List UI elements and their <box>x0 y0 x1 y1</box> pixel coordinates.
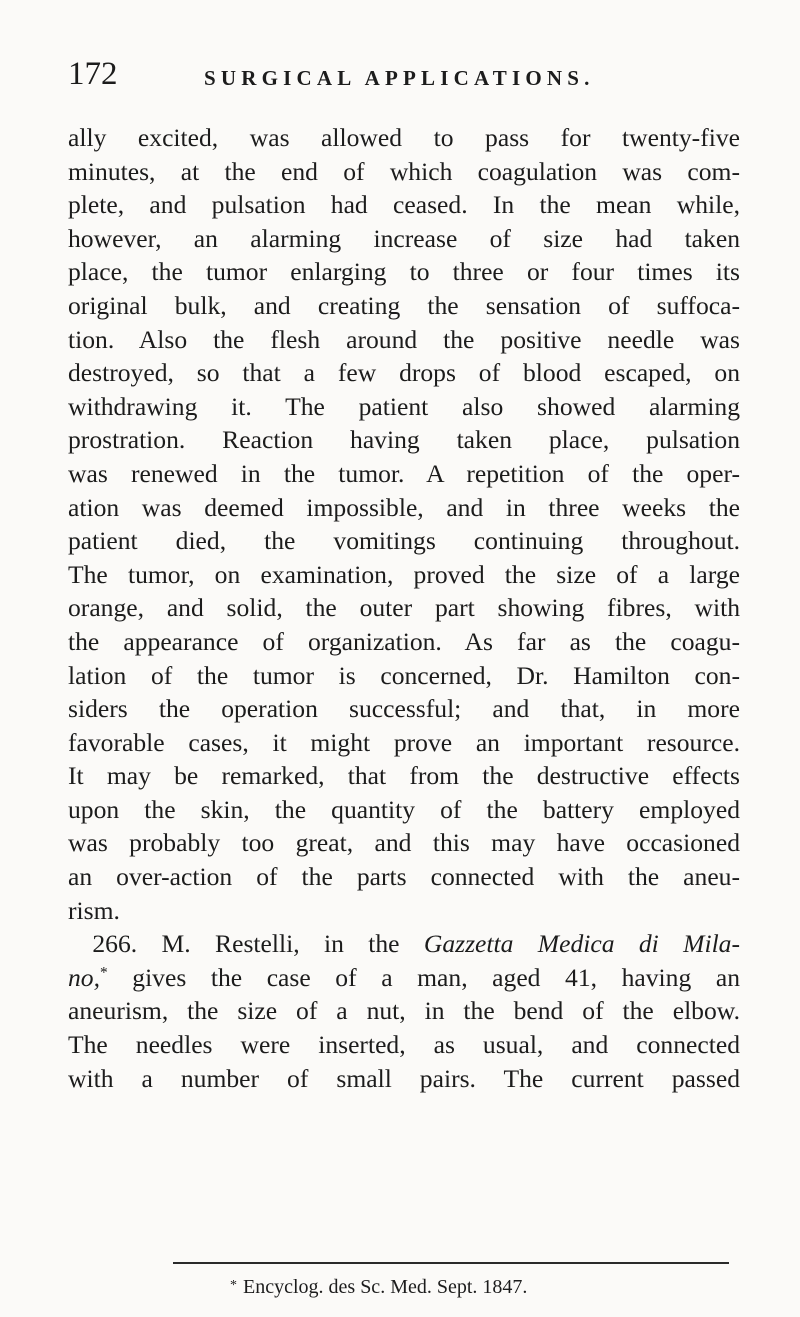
text-line: withdrawing it. The patient also showed alarming <box>68 391 740 421</box>
footnote-marker: * <box>230 1278 237 1293</box>
running-title: SURGICAL APPLICATIONS. <box>204 66 595 90</box>
text-line: patient died, the vomitings continuing throughout. <box>68 526 740 556</box>
text-line: prostration. Reaction having taken place, pulsation <box>68 425 740 455</box>
text-line: lation of the tumor is concerned, Dr. Hamilton con- <box>68 660 740 690</box>
text-line: favorable cases, it might prove an important resource. <box>68 727 740 757</box>
footnote-text: Encyclog. des Sc. Med. Sept. 1847. <box>243 1276 528 1298</box>
body-text <box>68 121 740 1095</box>
paragraph-number: 266. <box>92 929 138 959</box>
text-line: original bulk, and creating the sensation of suffoca- <box>68 290 740 320</box>
text-line: aneurism, the size of a nut, in the bend of the elbow. <box>68 996 740 1026</box>
text-line: place, the tumor enlarging to three or four times its <box>68 257 740 287</box>
text-line: upon the skin, the quantity of the battery employed <box>68 794 740 824</box>
text-line: however, an alarming increase of size had taken <box>68 223 740 253</box>
text-line: The tumor, on examination, proved the size of a large <box>68 559 740 589</box>
text-line: minutes, at the end of which coagulation was com- <box>68 156 740 186</box>
paragraph-266-line-2 <box>68 961 740 995</box>
footnote-reference: * <box>100 964 108 982</box>
text-line: orange, and solid, the outer part showing fibres, with <box>68 593 740 623</box>
text-line: was probably too great, and this may have occasioned <box>68 828 740 858</box>
journal-title: Gazzetta Medica di Mila- <box>423 929 740 959</box>
text-line: It may be remarked, that from the destructive effects <box>68 761 740 791</box>
journal-title-end: no, <box>68 962 100 992</box>
footnote-rule <box>173 1262 729 1264</box>
page-number: 172 <box>68 56 118 92</box>
text-line: siders the operation successful; and that, in more <box>68 694 740 724</box>
text-line: tion. Also the flesh around the positive needle was <box>68 324 740 354</box>
footnote <box>230 1272 527 1301</box>
text-line: destroyed, so that a few drops of blood escaped, on <box>68 358 740 388</box>
paragraph-text: M. Restelli, in the <box>161 929 400 959</box>
text-line: the appearance of organization. As far as the coagu- <box>68 626 740 656</box>
text-line: ation was deemed impossible, and in three weeks the <box>68 492 740 522</box>
text-line: rism. <box>68 895 120 925</box>
text-line: an over-action of the parts connected with the aneu- <box>68 862 740 892</box>
text-line: plete, and pulsation had ceased. In the mean while, <box>68 190 740 220</box>
paragraph-266-line-1 <box>68 927 740 961</box>
text-line: with a number of small pairs. The current passed <box>68 1063 740 1093</box>
paragraph-text: gives the case of a man, aged 41, having an <box>132 962 740 992</box>
running-head <box>68 52 748 96</box>
text-line: was renewed in the tumor. A repetition of the oper- <box>68 458 740 488</box>
text-line: The needles were inserted, as usual, and connected <box>68 1030 740 1060</box>
text-line: ally excited, was allowed to pass for twenty-five <box>68 123 740 152</box>
